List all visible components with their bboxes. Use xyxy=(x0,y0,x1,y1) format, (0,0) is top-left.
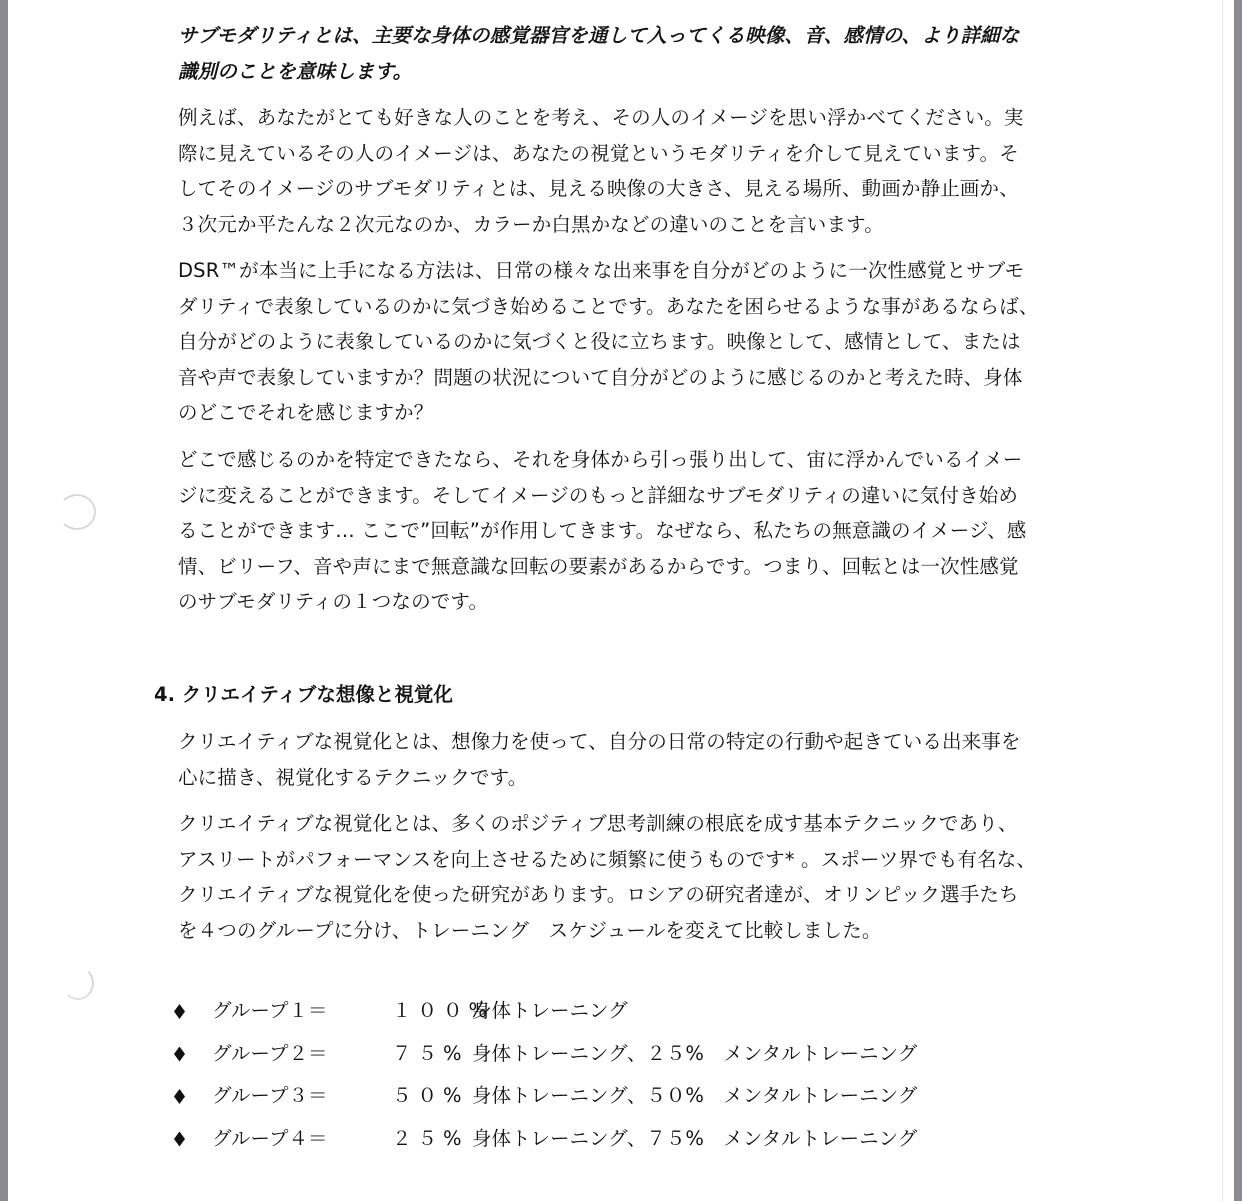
group-label: グループ２＝ xyxy=(212,1041,328,1065)
text-line: 心に描き、視覚化するテクニックです。 xyxy=(178,765,528,789)
text-line: 例えば、あなたがとても好きな人のことを考え、その人のイメージを思い浮かべてください。実 xyxy=(178,106,1024,129)
text-line: 音や声で表象していますか？問題の状況について自分がどのように感じるのかと考えた時、身体 xyxy=(178,365,1023,389)
text-line: のどこでそれを感じますか？ xyxy=(178,401,434,424)
group-label: グループ３＝ xyxy=(212,1084,328,1107)
text-line: アスリートがパフォーマンスを向上させるために頻繁に使うものです* 。スポーツ界でも有名な、 xyxy=(178,847,1037,871)
text-line: ３次元か平たんな２次元なのか、カラーか白黒かなどの違いのことを言います。 xyxy=(178,212,884,236)
example-paragraph xyxy=(178,100,1118,242)
research-paragraph xyxy=(178,806,1118,948)
text-line: 際に見えているその人のイメージは、あなたの視覚というモダリティを介して見えています。そ xyxy=(178,141,1019,165)
text-line: 自分がどのように表象しているのかに気づくと役に立ちます。映像として、感情として、または xyxy=(178,330,1021,353)
text-line: ジに変えることができます。そしてイメージのもっと詳細なサブモダリティの違いに気付き始め xyxy=(178,483,1019,507)
text-line: どこで感じるのかを特定できたなら、それを身体から引っ張り出して、宙に浮かんでいるイメー xyxy=(178,448,1023,471)
definition-paragraph xyxy=(178,724,1118,795)
group-description: 身体トレーニング、７５% メンタルトレーニング xyxy=(472,1126,918,1150)
diamond-bullet-icon xyxy=(174,1004,185,1019)
text-line: を４つのグループに分け、トレーニング スケジュールを変えて比較しました。 xyxy=(178,918,882,942)
dsr-paragraph xyxy=(178,253,1118,431)
section-heading: 4. クリエイティブな想像と視覚化 xyxy=(154,683,453,706)
text-line: してそのイメージのサブモダリティとは、見える映像の大きさ、見える場所、動画か静止画か、 xyxy=(178,177,1019,200)
text-line: ダリティで表象しているのかに気づき始めることです。あなたを困らせるような事があるならば、 xyxy=(178,294,1039,318)
rotation-paragraph xyxy=(178,442,1118,620)
group-percent: ５０% xyxy=(392,1084,468,1107)
group-percent: １００% xyxy=(392,999,494,1022)
text-line: のサブモダリティの１つなのです。 xyxy=(178,590,489,613)
text-line: クリエイティブな視覚化とは、多くのポジティブ思考訓練の根底を成す基本テクニックであり、 xyxy=(178,812,1018,835)
text-line: 識別のことを意味します。 xyxy=(178,59,413,83)
text-line: クリエイティブな視覚化とは、想像力を使って、自分の日常の特定の行動や起きている出来事を xyxy=(178,730,1021,753)
group-description: 身体トレーニング、５０% メンタルトレーニング xyxy=(472,1084,918,1107)
text-line: クリエイティブな視覚化を使った研究があります。ロシアの研究者達が、オリンピック選手たち xyxy=(178,883,1019,906)
text-line: DSR™が本当に上手になる方法は、日常の様々な出来事を自分がどのように一次性感覚とサブモ xyxy=(178,259,1025,282)
group-percent: ７５% xyxy=(392,1041,468,1065)
group-percent: ２５% xyxy=(392,1126,468,1150)
text-line: ることができます… ここで”回転”が作用してきます。なぜなら、私たちの無意識のイメージ、感 xyxy=(178,519,1027,542)
diamond-bullet-icon xyxy=(174,1047,185,1062)
group-description: 身体トレーニング、２５% メンタルトレーニング xyxy=(472,1041,918,1065)
intro-paragraph xyxy=(178,18,1118,89)
group-label: グループ１＝ xyxy=(212,999,328,1022)
group-label: グループ４＝ xyxy=(212,1126,328,1150)
diamond-bullet-icon xyxy=(174,1132,185,1147)
text-line: 情、ビリーフ、音や声にまで無意識な回転の要素があるからです。つまり、回転とは一次性感覚 xyxy=(178,554,1019,578)
diamond-bullet-icon xyxy=(174,1089,185,1104)
text-line: サブモダリティとは、主要な身体の感覚器官を通して入ってくる映像、音、感情の、より詳細な xyxy=(178,24,1020,47)
group-description: 身体トレーニング xyxy=(472,999,628,1022)
